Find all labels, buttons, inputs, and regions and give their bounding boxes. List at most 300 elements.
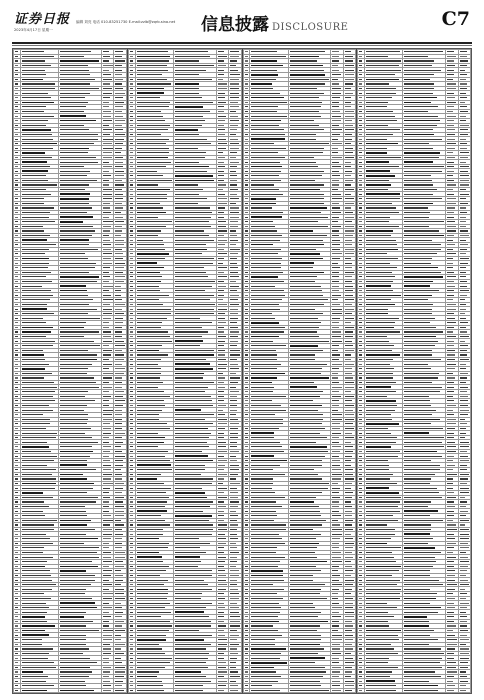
cell-text-mark [130,203,133,204]
cell-text-mark [218,350,226,351]
cell-text-mark [60,189,85,190]
cell-text-mark [60,331,99,332]
cell-text-mark [332,157,342,158]
cell-text-mark [230,129,236,130]
cell-text-mark [251,207,272,208]
cell-text-mark [60,570,86,572]
cell-text-mark [332,580,338,581]
cell-text-mark [230,515,238,516]
cell-text-mark [103,534,112,535]
cell-text-mark [130,111,133,112]
cell-text-mark [345,469,353,470]
cell-text-mark [290,212,322,213]
cell-text-mark [290,235,327,236]
cell-text-mark [15,419,18,420]
cell-text-mark [22,253,46,254]
cell-text-mark [230,488,237,489]
cell-text-mark [175,327,202,328]
cell-text-mark [345,129,355,130]
cell-text-mark [137,400,164,401]
cell-text-mark [15,318,18,319]
cell-text-mark [251,309,279,310]
cell-text-mark [251,74,278,76]
cell-text-mark [137,575,160,576]
cell-text-mark [137,212,167,214]
cell-text-mark [290,93,325,94]
cell-text-mark [345,492,354,493]
cell-text-mark [130,515,133,516]
cell-text-mark [130,217,133,218]
cell-text-mark [230,428,238,429]
cell-text-mark [130,341,133,342]
cell-text-mark [230,570,239,571]
cell-text-mark [130,139,133,140]
cell-text-mark [345,295,353,296]
cell-text-mark [60,681,85,682]
cell-text-mark [218,685,226,686]
cell-text-mark [15,171,18,172]
cell-text-mark [115,286,121,287]
cell-text-mark [60,253,85,254]
cell-text-mark [22,106,46,107]
cell-text-mark [345,189,354,190]
cell-text-mark [218,543,227,544]
cell-text-mark [137,469,172,470]
cell-text-mark [130,419,133,420]
cell-text-mark [290,534,322,535]
cell-text-mark [137,639,167,641]
cell-text-mark [251,295,285,296]
cell-text-mark [251,373,284,375]
cell-text-mark [290,51,326,52]
cell-text-mark [60,83,90,84]
cell-text-mark [290,570,321,571]
cell-text-mark [345,318,354,319]
cell-text-mark [115,580,122,581]
cell-text-mark [245,189,248,190]
cell-text-mark [175,106,203,108]
cell-text-mark [245,263,248,264]
cell-text-mark [332,524,339,525]
cell-text-mark [332,74,341,75]
cell-text-mark [218,152,224,153]
cell-text-mark [290,134,317,135]
cell-text-mark [130,226,133,227]
cell-text-mark [137,166,167,167]
cell-text-mark [60,511,86,512]
cell-text-mark [218,547,224,548]
cell-text-mark [245,478,248,479]
cell-text-mark [251,345,285,346]
cell-text-mark [345,460,351,461]
cell-text-mark [15,410,18,411]
cell-text-mark [290,60,317,61]
cell-text-mark [230,354,239,355]
cell-text-mark [345,267,352,268]
cell-text-mark [60,529,95,530]
cell-text-mark [332,483,338,484]
cell-text-mark [175,584,208,585]
cell-text-mark [245,207,248,208]
cell-text-mark [15,685,18,686]
cell-text-mark [345,437,354,438]
cell-text-mark [137,221,172,222]
cell-text-mark [345,184,351,185]
cell-text-mark [230,148,239,149]
cell-text-mark [15,630,18,631]
cell-text-mark [22,308,47,310]
cell-text-mark [60,405,87,406]
cell-text-mark [130,561,133,562]
cell-text-mark [345,263,353,264]
cell-text-mark [115,309,122,310]
cell-text-mark [175,455,208,457]
cell-text-mark [22,152,46,154]
cell-text-mark [251,253,278,254]
cell-text-mark [15,88,18,89]
cell-text-mark [290,295,323,296]
cell-text-mark [345,299,354,300]
cell-text-mark [332,331,340,332]
cell-text-mark [251,276,278,278]
cell-text-mark [103,529,112,530]
cell-text-mark [332,423,339,424]
cell-text-mark [332,139,338,140]
cell-text-mark [130,364,133,365]
cell-text-mark [230,281,236,282]
cell-text-mark [103,125,109,126]
cell-text-mark [290,437,327,438]
cell-text-mark [175,511,203,512]
cell-text-mark [218,345,224,346]
cell-text-mark [230,304,238,305]
cell-text-mark [175,442,207,443]
cell-text-mark [137,290,161,291]
cell-text-mark [22,529,54,530]
cell-text-mark [218,180,224,181]
cell-text-mark [218,74,224,75]
cell-text-mark [230,607,239,608]
cell-text-mark [175,387,208,388]
cell-text-mark [332,65,338,66]
cell-text-mark [218,382,224,383]
cell-text-mark [245,313,248,314]
cell-text-mark [22,506,49,507]
cell-text-mark [230,639,237,640]
cell-text-mark [22,56,54,57]
cell-text-mark [332,529,341,530]
cell-text-mark [175,258,214,259]
cell-text-mark [290,474,318,475]
cell-text-mark [137,83,172,84]
cell-text-mark [60,653,83,654]
cell-text-mark [175,419,205,420]
cell-text-mark [22,116,54,117]
cell-text-mark [60,456,90,457]
cell-text-mark [103,612,109,613]
cell-text-mark [15,162,18,163]
cell-text-mark [103,212,111,213]
cell-text-mark [175,409,201,411]
cell-text-mark [345,405,354,406]
cell-text-mark [22,143,57,145]
cell-text-mark [218,520,224,521]
cell-text-mark [218,354,226,355]
cell-text-mark [218,681,228,682]
cell-text-mark [15,561,18,562]
cell-text-mark [137,111,161,112]
cell-text-mark [103,299,113,300]
cell-text-mark [218,690,224,691]
cell-text-mark [345,396,355,397]
cell-text-mark [230,433,238,434]
cell-text-mark [115,607,121,608]
cell-text-mark [60,690,94,692]
cell-text-mark [245,387,248,388]
cell-text-mark [60,506,84,507]
cell-text-mark [130,267,133,268]
cell-text-mark [290,547,318,548]
cell-text-mark [345,580,354,581]
cell-text-mark [345,400,353,401]
cell-text-mark [22,543,53,544]
cell-text-mark [115,520,121,521]
cell-text-mark [290,492,322,493]
table-column [13,49,127,693]
cell-text-mark [130,295,133,296]
cell-text-mark [245,143,248,144]
cell-text-mark [137,501,168,502]
cell-text-mark [137,189,171,191]
cell-text-mark [218,322,227,323]
cell-text-mark [103,116,111,117]
cell-text-mark [130,690,133,691]
cell-text-mark [115,685,122,686]
cell-text-mark [175,212,213,213]
cell-text-mark [230,336,238,337]
cell-text-mark [22,70,45,71]
cell-text-mark [230,240,238,241]
cell-text-mark [137,387,159,388]
cell-text-mark [230,290,237,291]
cell-text-mark [130,396,133,397]
cell-text-mark [60,671,92,672]
cell-text-mark [130,405,133,406]
cell-text-mark [15,396,18,397]
cell-text-mark [103,249,111,250]
cell-text-mark [130,603,133,604]
cell-text-mark [103,644,110,645]
cell-text-mark [15,598,18,599]
cell-text-mark [175,148,198,149]
cell-text-mark [251,414,275,415]
cell-text-mark [218,263,224,264]
cell-text-mark [251,249,281,250]
cell-text-mark [22,318,43,319]
cell-text-mark [115,681,122,682]
cell-text-mark [103,483,113,484]
cell-text-mark [15,148,18,149]
cell-text-mark [230,589,238,590]
cell-text-mark [115,676,123,677]
cell-text-mark [230,419,238,420]
cell-text-mark [15,524,18,525]
cell-text-mark [245,557,248,558]
cell-text-mark [130,644,133,645]
cell-text-mark [175,350,214,351]
cell-text-mark [15,442,18,443]
cell-text-mark [218,621,224,622]
cell-text-mark [332,171,339,172]
cell-text-mark [60,230,95,231]
cell-text-mark [103,460,110,461]
cell-text-mark [218,506,226,507]
cell-text-mark [175,304,215,305]
cell-text-mark [60,313,88,314]
cell-text-mark [137,262,158,264]
cell-text-mark [251,331,284,332]
cell-text-mark [60,221,83,223]
cell-text-mark [218,483,224,484]
cell-text-mark [332,506,338,507]
cell-text-mark [175,363,210,365]
cell-text-mark [60,272,89,273]
cell-text-mark [218,465,226,466]
cell-text-mark [332,318,340,319]
cell-text-mark [22,465,48,466]
disclosure-tables [12,48,472,694]
cell-text-mark [60,492,87,493]
cell-text-mark [137,116,163,117]
cell-text-mark [115,60,125,61]
cell-text-mark [332,175,340,176]
cell-text-mark [103,685,111,686]
cell-text-mark [22,387,57,388]
cell-text-mark [218,410,224,411]
cell-text-mark [103,373,113,374]
cell-text-mark [251,116,286,117]
cell-text-mark [22,345,53,346]
cell-text-mark [130,685,133,686]
cell-text-mark [103,60,109,61]
cell-text-mark [332,492,338,493]
cell-text-mark [115,263,124,264]
cell-text-mark [245,299,248,300]
cell-text-mark [137,391,164,392]
cell-text-mark [345,456,352,457]
cell-text-mark [130,157,133,158]
cell-text-mark [22,584,56,585]
cell-text-mark [103,598,112,599]
cell-text-mark [230,612,238,613]
cell-text-mark [251,341,273,342]
cell-text-mark [115,442,123,443]
cell-text-mark [115,474,121,475]
cell-text-mark [175,437,209,438]
cell-text-mark [115,295,121,296]
cell-text-mark [175,593,203,594]
cell-text-mark [130,377,133,378]
cell-text-mark [245,405,248,406]
cell-text-mark [22,570,50,571]
cell-text-mark [15,391,18,392]
cell-text-mark [130,198,133,199]
cell-text-mark [230,111,236,112]
cell-text-mark [115,423,121,424]
cell-text-mark [245,433,248,434]
cell-text-mark [290,116,321,117]
cell-text-mark [22,281,52,282]
cell-text-mark [115,603,121,604]
cell-text-mark [130,387,133,388]
cell-text-mark [345,515,352,516]
cell-text-mark [230,456,236,457]
cell-text-mark [251,143,274,144]
cell-text-mark [251,129,284,130]
cell-text-mark [230,414,236,415]
cell-text-mark [230,446,237,447]
cell-text-mark [60,152,88,153]
cell-text-mark [332,557,341,558]
cell-text-mark [130,662,133,663]
cell-text-mark [230,258,237,259]
cell-text-mark [60,644,86,645]
cell-text-mark [345,419,354,420]
cell-text-mark [60,309,97,310]
cell-text-mark [60,88,99,89]
cell-text-mark [230,166,237,167]
cell-text-mark [22,451,52,452]
cell-text-mark [245,373,248,374]
cell-text-mark [22,557,53,558]
cell-text-mark [15,189,18,190]
cell-text-mark [22,290,52,291]
cell-text-mark [130,276,133,277]
cell-text-mark [245,139,248,140]
cell-text-mark [345,414,354,415]
cell-text-mark [130,148,133,149]
cell-text-mark [245,212,248,213]
cell-text-mark [218,575,226,576]
cell-text-mark [103,552,111,553]
cell-text-mark [137,474,161,475]
cell-text-mark [115,111,122,112]
cell-text-mark [60,115,86,117]
cell-text-mark [345,203,354,204]
cell-text-mark [15,272,18,273]
cell-text-mark [103,309,112,310]
cell-text-mark [22,483,56,485]
cell-text-mark [245,534,248,535]
cell-text-mark [103,207,111,208]
cell-text-mark [332,400,338,401]
cell-text-mark [251,175,279,176]
cell-text-mark [15,304,18,305]
cell-text-mark [103,226,111,227]
cell-text-mark [218,616,224,617]
cell-text-mark [332,520,338,521]
cell-text-mark [60,474,83,476]
cell-text-mark [22,93,48,94]
cell-text-mark [115,345,125,346]
cell-text-mark [115,313,124,314]
cell-text-mark [290,524,322,525]
cell-text-mark [22,60,45,61]
cell-text-mark [175,598,201,599]
cell-text-mark [115,584,121,585]
cell-text-mark [332,207,340,208]
cell-text-mark [230,685,238,686]
